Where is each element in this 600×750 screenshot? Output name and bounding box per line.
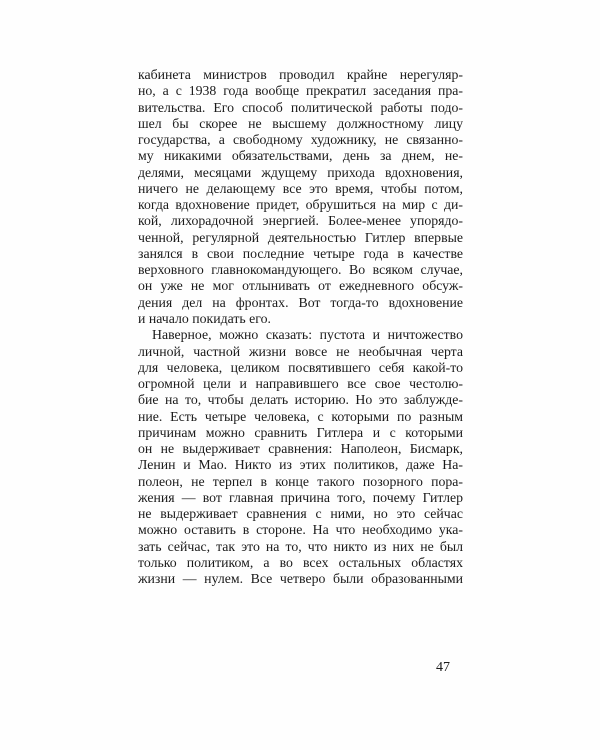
- body-text: [138, 67, 463, 588]
- text-line: государства, а свободному художнику, не связанно-: [138, 132, 463, 148]
- page-number: 47: [436, 660, 450, 675]
- text-line: дения дел на фронтах. Вот тогда-то вдохновение: [138, 294, 463, 310]
- text-line: бие на то, чтобы делать историю. Но это заблужде-: [138, 392, 463, 408]
- text-line: ние. Есть четыре человека, с которыми по разным: [138, 408, 463, 424]
- text-line: и начало покидать его.: [138, 310, 271, 326]
- text-line: он не выдерживает сравнения: Наполеон, Бисмарк,: [138, 441, 463, 457]
- text-line: занялся в свои последние четыре года в качестве: [138, 245, 463, 261]
- text-line: личной, частной жизни вовсе не необычная черта: [138, 343, 463, 359]
- text-line: ничего не делающему все это время, чтобы потом,: [138, 180, 463, 196]
- text-line: можно оставить в стороне. На что необходимо ука-: [138, 522, 463, 538]
- text-line: жизни — нулем. Все четверо были образованными: [138, 571, 463, 587]
- text-line: огромной цели и направившего все свое честолю-: [138, 376, 463, 392]
- text-line: Наверное, можно сказать: пустота и ничтожество: [152, 327, 463, 343]
- text-line: ченной, регулярной деятельностью Гитлер впервые: [138, 229, 463, 245]
- text-line: не выдерживает сравнения с ними, но это сейчас: [138, 506, 463, 522]
- text-line: жения — вот главная причина того, почему Гитлер: [138, 489, 463, 505]
- text-line: кабинета министров проводил крайне нерегуляр-: [138, 67, 463, 82]
- text-line: му никакими обязательствами, день за днем, не-: [138, 148, 463, 164]
- text-line: когда вдохновение придет, обрушиться на мир с ди-: [138, 197, 463, 213]
- text-line: зать сейчас, так это на то, что никто из них не был: [138, 538, 463, 554]
- text-line: делями, месяцами ждущему прихода вдохновения,: [138, 164, 463, 180]
- text-line: вительства. Его способ политической работы подо-: [138, 99, 463, 115]
- text-line: для человека, целиком посвятившего себя какой-то: [138, 359, 463, 375]
- text-line: полеон, не терпел в конце такого позорного пора-: [138, 473, 463, 489]
- text-line: причинам можно сравнить Гитлера и с которыми: [138, 424, 463, 440]
- text-line: только политиком, а во всех остальных областях: [138, 554, 463, 570]
- text-line: кой, лихорадочной энергией. Более-менее упорядо-: [138, 213, 463, 229]
- text-line: но, а с 1938 года вообще прекратил заседания пра-: [138, 83, 463, 99]
- text-line: верховного главнокомандующего. Во всяком случае,: [138, 262, 463, 278]
- text-line: он уже не мог отлынивать от ежедневного обсуж-: [138, 278, 463, 294]
- text-line: шел бы скорее не высшему должностному лицу: [138, 115, 463, 131]
- text-line: Ленин и Мао. Никто из этих политиков, даже На-: [138, 457, 463, 473]
